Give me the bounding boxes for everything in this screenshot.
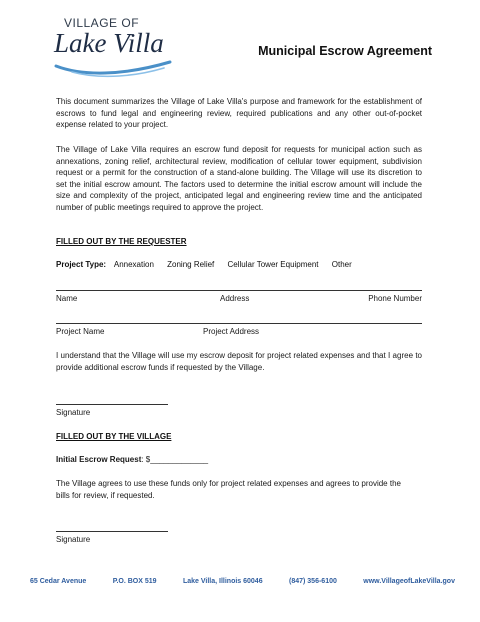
logo-script-text: Lake Villa: [54, 28, 164, 58]
footer-street: 65 Cedar Avenue: [30, 578, 87, 585]
project-name-address-line[interactable]: [56, 323, 422, 324]
escrow-request-row: [56, 455, 208, 464]
village-signature-label: Signature: [56, 535, 91, 544]
project-type-option-annexation[interactable]: Annexation: [113, 260, 154, 269]
requester-section-heading: FILLED OUT BY THE REQUESTER: [56, 237, 187, 246]
address-label: Address: [220, 294, 250, 303]
project-type-label: Project Type:: [56, 260, 107, 269]
logo-top-text: VILLAGE OF: [64, 16, 140, 30]
escrow-request-field[interactable]: : $_____________: [141, 455, 209, 464]
requester-agreement-paragraph: I understand that the Village will use my escrow deposit for project related expenses and that I agree to provide additional escrow funds if requested by the Village.: [56, 351, 422, 372]
footer-website[interactable]: www.VillageofLakeVilla.gov: [363, 578, 455, 585]
swoosh-icon: [52, 56, 182, 78]
requirements-paragraph: The Village of Lake Villa requires an escrow fund deposit for requests for municipal action such as annexations, zoning relief, architectural review, modification of cellular tower equipment, subdivision request or a permit for the construction of a stand-alone building. The Village will use its discretion to set the initial escrow amount. The factors used to determine the initial escrow amount will include the size and complexity of the project, anticipated legal and engineering review time and the anticipated number of public meetings required to approve the project.: [56, 145, 422, 212]
name-label: Name: [56, 294, 78, 303]
village-signature-line[interactable]: [56, 531, 168, 532]
project-type-row: [56, 260, 363, 269]
project-address-label: Project Address: [203, 327, 260, 336]
village-section-heading: FILLED OUT BY THE VILLAGE: [56, 432, 172, 441]
footer-phone: (847) 356-6100: [289, 578, 337, 585]
phone-label: Phone Number: [368, 294, 422, 303]
footer-city: Lake Villa, Illinois 60046: [182, 578, 263, 585]
name-address-phone-line[interactable]: [56, 290, 422, 291]
project-type-option-other[interactable]: Other: [331, 260, 352, 269]
intro-paragraph: This document summarizes the Village of Lake Villa's purpose and framework for the establishment of escrows to fund legal and engineering review, required publications and any other out-of-pocket expense related to your project.: [56, 97, 422, 130]
requester-signature-label: Signature: [56, 408, 91, 417]
village-agreement-paragraph: The Village agrees to use these funds only for project related expenses and agrees to provide the bills for review, if requested.: [56, 479, 401, 500]
document-title: Municipal Escrow Agreement: [258, 44, 432, 58]
footer-pobox: P.O. BOX 519: [112, 578, 157, 585]
village-logo: [52, 16, 182, 78]
project-type-option-cellular-tower[interactable]: Cellular Tower Equipment: [227, 260, 319, 269]
requester-signature-line[interactable]: [56, 404, 168, 405]
footer-contact-bar: [30, 578, 455, 585]
escrow-request-label: Initial Escrow Request: [56, 455, 142, 464]
project-type-option-zoning-relief[interactable]: Zoning Relief: [167, 260, 215, 269]
project-name-label: Project Name: [56, 327, 105, 336]
